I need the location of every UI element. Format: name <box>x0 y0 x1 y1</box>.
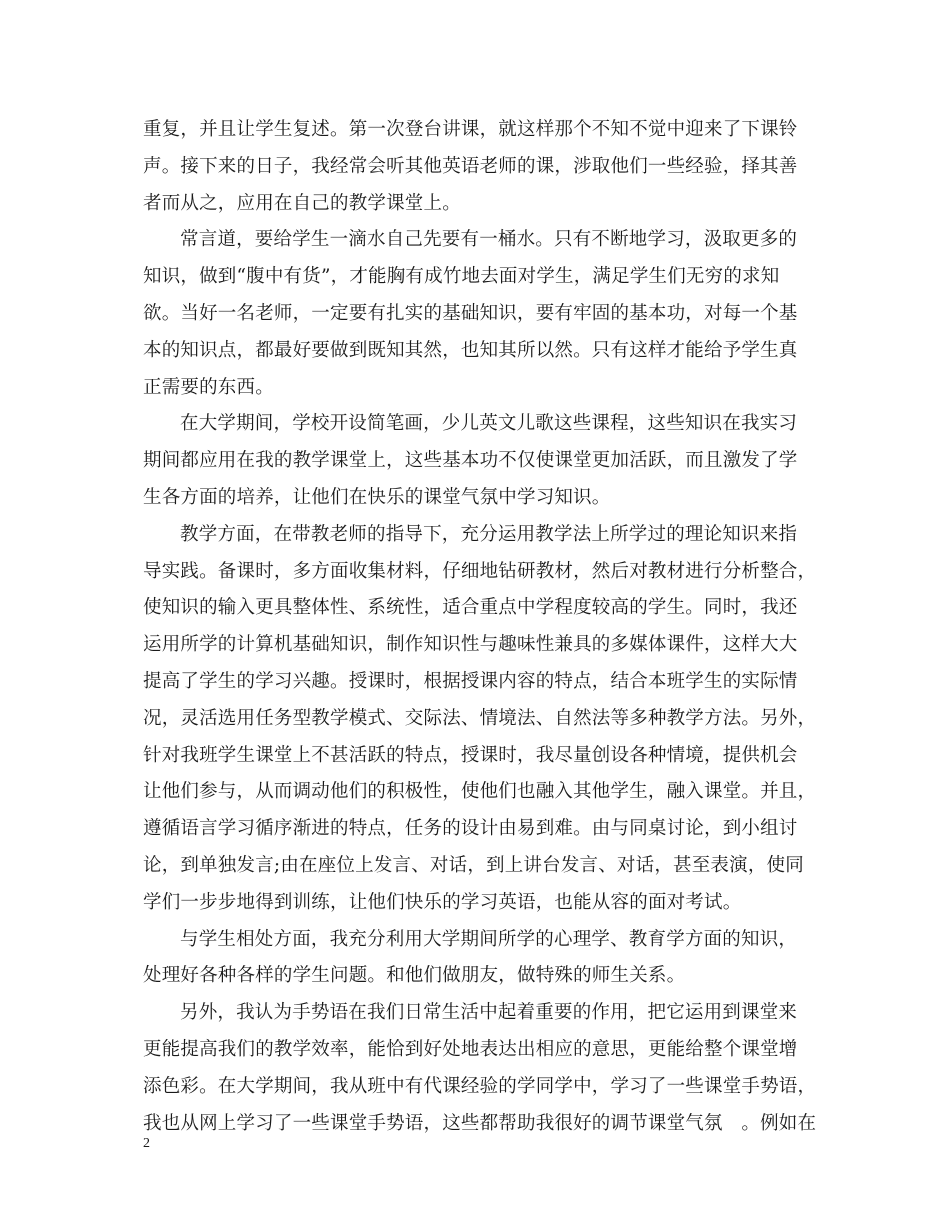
text-line: 运用所学的计算机基础知识，制作知识性与趣味性兼具的多媒体课件，这样大大 <box>143 634 798 656</box>
text-line: 学们一步步地得到训练，让他们快乐的学习英语，也能从容的面对考试。 <box>143 891 742 913</box>
text-line: 重复，并且让学生复述。第一次登台讲课，就这样那个不知不觉中迎来了下课铃 <box>143 119 798 140</box>
text-line: 期间都应用在我的教学课堂上，这些基本功不仅使课堂更加活跃，而且激发了学 <box>143 450 798 472</box>
text-line: 知识，做到“腹中有货”，才能胸有成竹地去面对学生，满足学生们无穷的求知 <box>143 266 780 288</box>
text-line: 让他们参与，从而调动他们的积极性，使他们也融入其他学生，融入课堂。并且， <box>143 781 817 803</box>
text-line: 处理好各种各样的学生问题。和他们做朋友，做特殊的师生关系。 <box>143 965 686 987</box>
text-line: 遵循语言学习循序渐进的特点，任务的设计由易到难。由与同桌讨论，到小组讨 <box>143 818 798 840</box>
paragraph-start-line: 常言道，要给学生一滴水自己先要有一桶水。只有不断地学习，汲取更多的 <box>180 229 798 251</box>
text-line: 生各方面的培养，让他们在快乐的课堂气氛中学习知识。 <box>143 486 611 508</box>
text-line: 况，灵活选用任务型教学模式、交际法、情境法、自然法等多种教学方法。另外， <box>143 707 817 729</box>
text-line: 正需要的东西。 <box>143 376 274 398</box>
text-line: 使知识的输入更具整体性、系统性，适合重点中学程度较高的学生。同时，我还 <box>143 597 798 619</box>
text-line: 针对我班学生课堂上不甚活跃的特点，授课时，我尽量创设各种情境，提供机会 <box>143 744 798 766</box>
text-line: 欲。当好一名老师，一定要有扎实的基础知识，要有牢固的基本功，对每一个基 <box>143 302 798 324</box>
page-number: 2 <box>143 1136 150 1151</box>
text-line: 我也从网上学习了一些课堂手势语，这些都帮助我很好的调节课堂气氛 。例如在 <box>143 1112 817 1134</box>
body-text <box>143 112 823 1142</box>
paragraph-start-line: 与学生相处方面，我充分利用大学期间所学的心理学、教育学方面的知识， <box>180 928 798 950</box>
text-line: 本的知识点，都最好要做到既知其然，也知其所以然。只有这样才能给予学生真 <box>143 339 798 361</box>
text-line: 更能提高我们的教学效率，能恰到好处地表达出相应的意思，更能给整个课堂增 <box>143 1038 798 1060</box>
paragraph-start-line: 在大学期间，学校开设简笔画，少儿英文儿歌这些课程，这些知识在我实习 <box>180 413 798 435</box>
text-line: 导实践。备课时，多方面收集材料，仔细地钻研教材，然后对教材进行分析整合， <box>143 560 817 582</box>
paragraph-start-line: 教学方面，在带教老师的指导下，充分运用教学法上所学过的理论知识来指 <box>180 523 798 545</box>
text-line: 论，到单独发言;由在座位上发言、对话，到上讲台发言、对话，甚至表演，使同 <box>143 854 804 876</box>
text-line: 添色彩。在大学期间，我从班中有代课经验的学同学中，学习了一些课堂手势语， <box>143 1075 817 1097</box>
text-line: 者而从之，应用在自己的教学课堂上。 <box>143 192 461 214</box>
paragraph-start-line: 另外，我认为手势语在我们日常生活中起着重要的作用，把它运用到课堂来 <box>180 1002 798 1024</box>
text-line: 声。接下来的日子，我经常会听其他英语老师的课，涉取他们一些经验，择其善 <box>143 155 798 177</box>
text-line: 提高了学生的学习兴趣。授课时，根据授课内容的特点，结合本班学生的实际情 <box>143 670 798 692</box>
